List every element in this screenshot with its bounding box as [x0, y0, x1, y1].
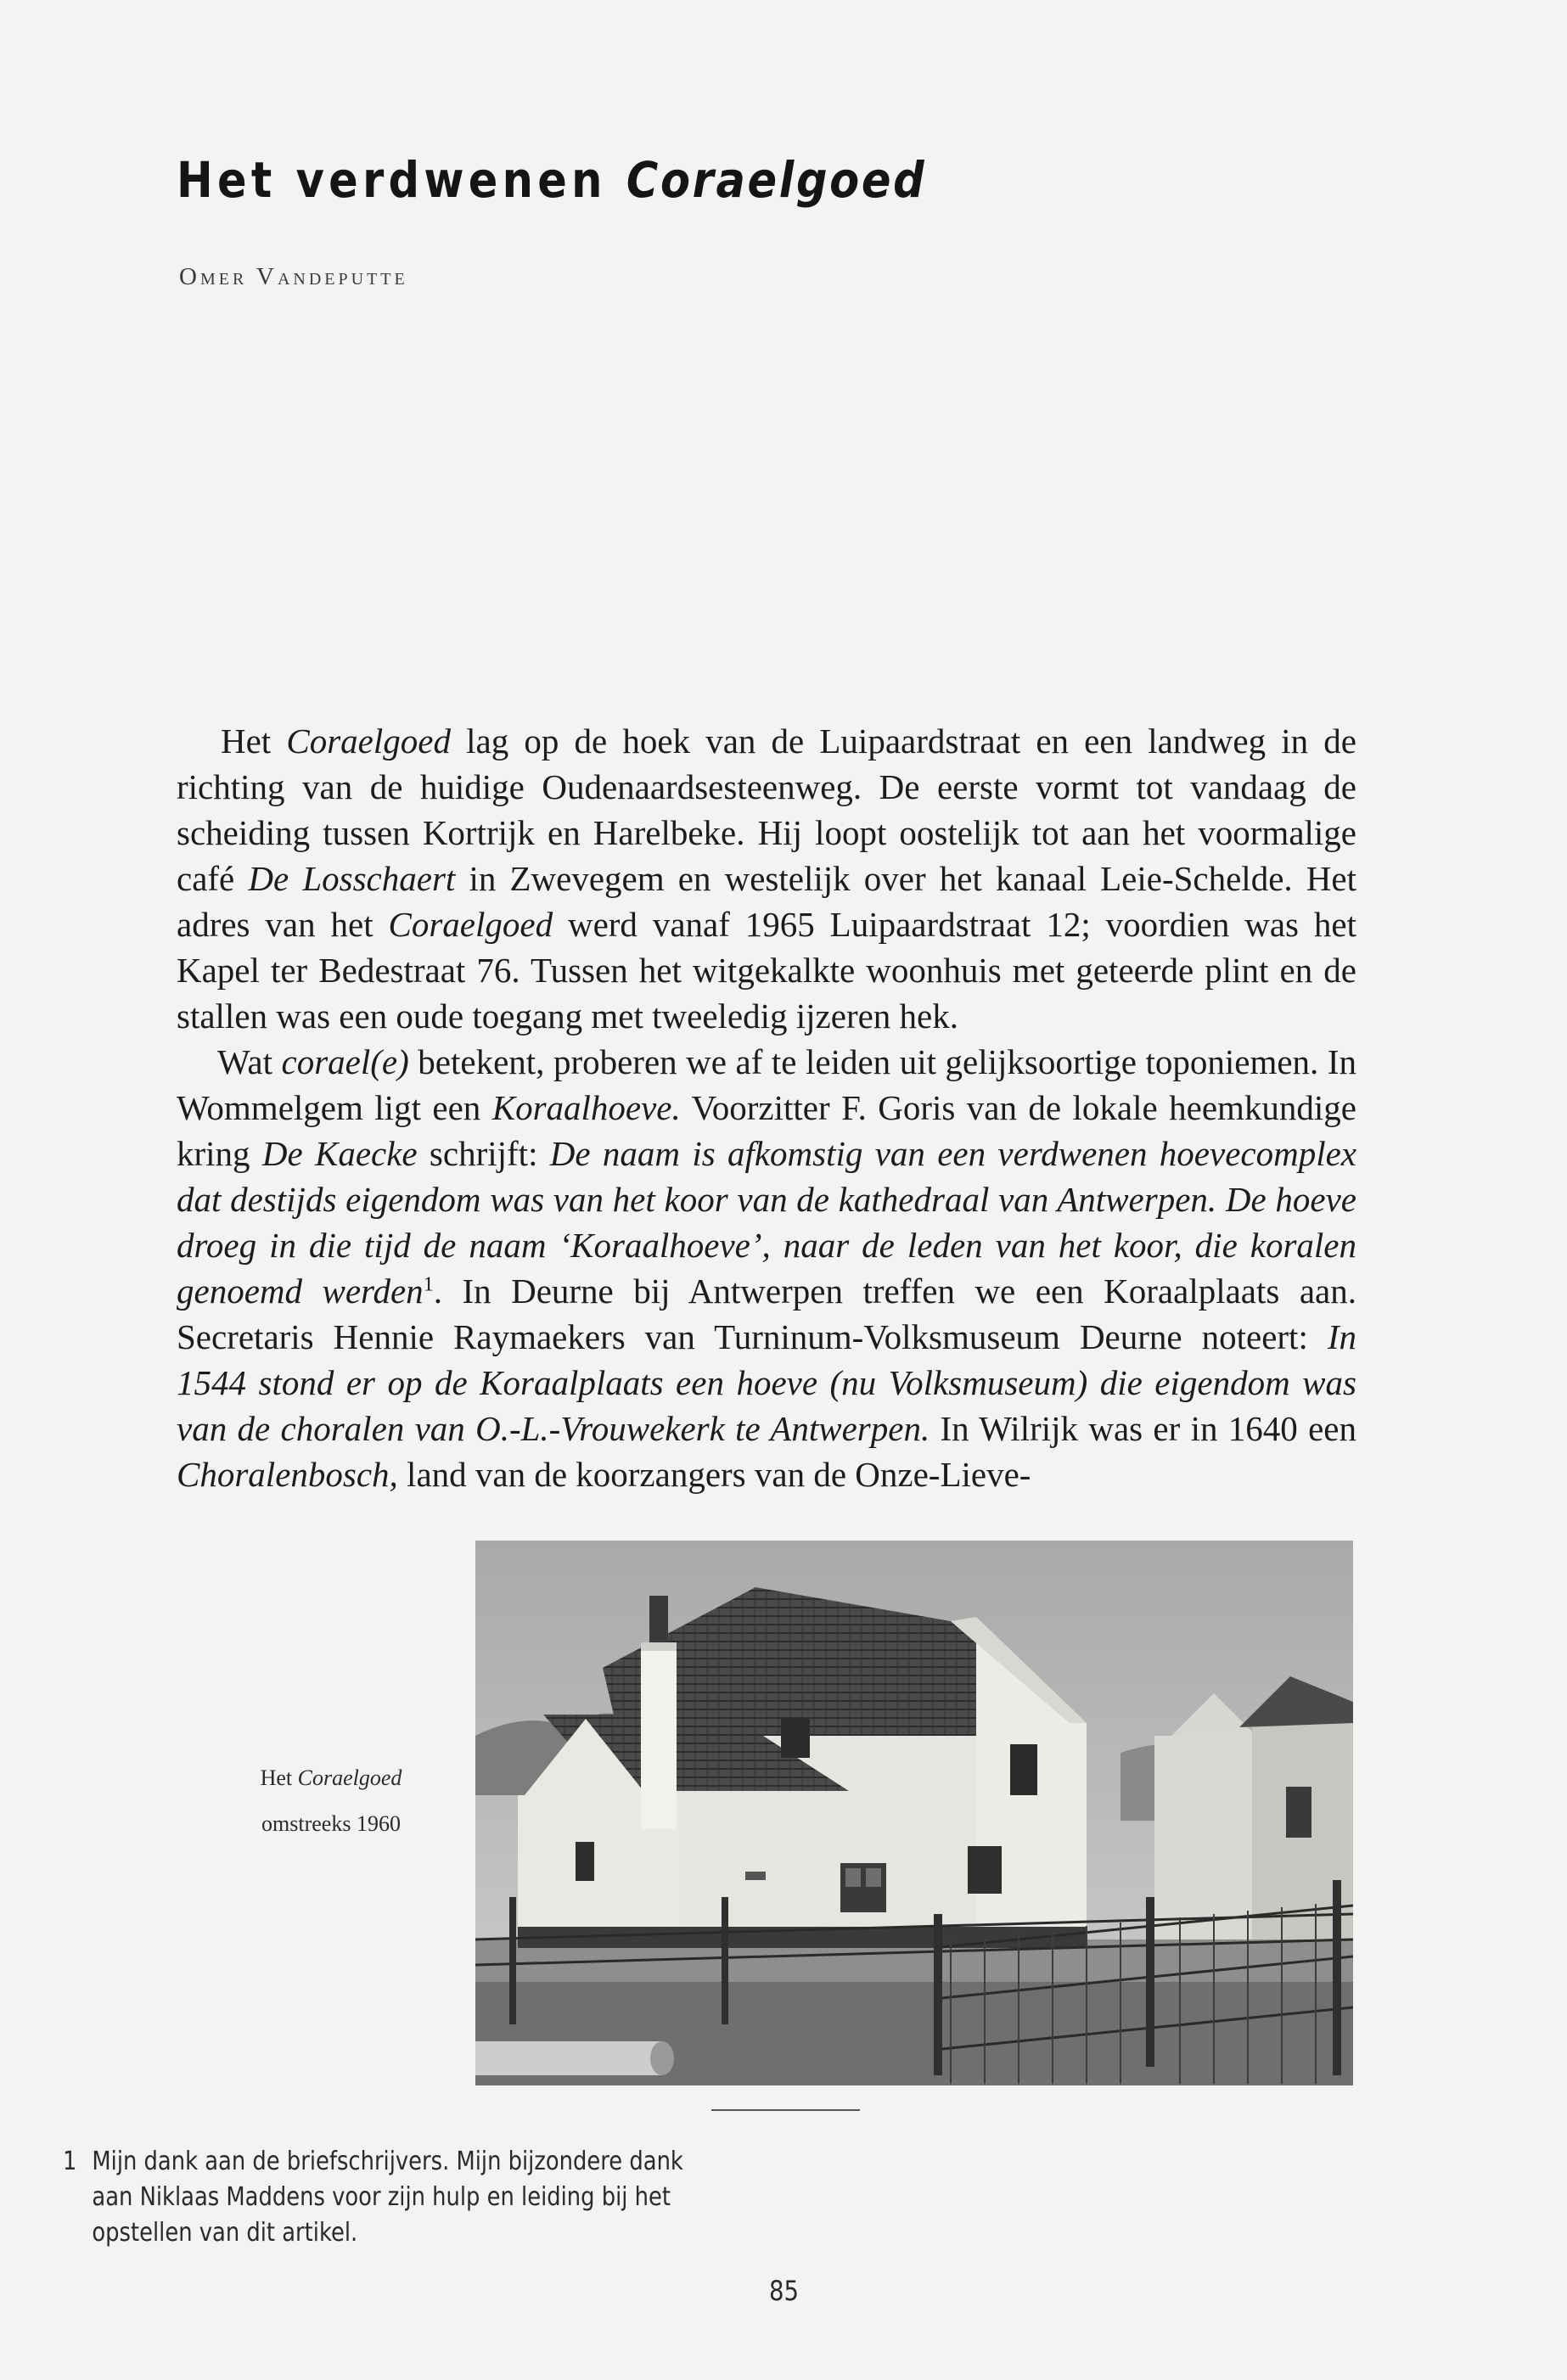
footnote-divider — [711, 2109, 860, 2111]
text-run: betekent, proberen we af te leiden uit gelijksoortige toponiemen. In Wommelgem ligt een — [177, 1042, 1356, 1127]
emphasis-run: Coraelgoed — [388, 905, 553, 944]
footnote-number: 1 — [63, 2147, 77, 2176]
footnote-text: Mijn dank aan de briefschrijvers. Mijn bijzondere dank aan Niklaas Maddens voor zijn hulp en leiding bij het opstellen van dit artikel. — [92, 2147, 683, 2248]
article-body — [177, 718, 1356, 1497]
emphasis-run: In 1544 stond er op de Koraalplaats een hoeve (nu Volksmuseum) die eigendom was van de choralen van O.-L.-Vrouwekerk te Antwerpen. — [177, 1317, 1356, 1448]
article-title-plain: Het verdwenen — [177, 151, 607, 209]
text-run: Wat — [217, 1042, 282, 1081]
emphasis-run: De Kaecke — [261, 1134, 418, 1173]
text-run: schrijft: — [417, 1134, 550, 1173]
caption-line-2: omstreeks 1960 — [261, 1811, 401, 1836]
emphasis-run: De Losschaert — [248, 859, 456, 898]
emphasis-run: De naam is afkomstig van een verdwenen hoevecomplex dat destijds eigendom was van het koor van de kathedraal van Antwerpen. De hoeve droeg in die tijd de naam ‘Koraalhoeve’, naar de leden van het koor, die koralen genoemd werden — [177, 1134, 1356, 1311]
body-paragraph-1 — [177, 718, 1356, 1039]
text-run: in Zwevegem en westelijk over het kanaal Leie-Schelde. Het adres van het — [177, 859, 1356, 944]
text-run: Voorzitter F. Goris van de lokale heemkundige kring — [177, 1088, 1356, 1173]
text-run: lag op de hoek van de Luipaardstraat en een landweg in de richting van de huidige Oudenaardsesteenweg. De eerste vormt tot vandaag de scheiding tussen Kortrijk en Harelbeke. Hij loopt oostelijk tot aan het voormalige café — [177, 721, 1356, 898]
farmhouse-photo — [475, 1541, 1353, 2085]
article-title-emphasis: Coraelgoed — [626, 151, 927, 209]
figure-caption — [229, 1755, 433, 1847]
text-run: Het — [221, 721, 287, 761]
emphasis-run: Choralenbosch, — [177, 1455, 398, 1494]
caption-line-1 — [229, 1755, 433, 1801]
emphasis-run: Koraalhoeve. — [491, 1088, 681, 1127]
emphasis-run: Coraelgoed — [286, 721, 451, 761]
caption-emphasis: Coraelgoed — [297, 1765, 402, 1790]
article-author: Omer Vandeputte — [179, 263, 408, 290]
page-number: 85 — [769, 2275, 800, 2307]
text-run: . In Deurne bij Antwerpen treffen we een Koraalplaats aan. Secretaris Hennie Raymaekers van Turninum-Volksmuseum Deurne noteert: — [177, 1271, 1356, 1356]
footnote — [63, 2144, 691, 2251]
text-run: werd vanaf 1965 Luipaardstraat 12; voordien was het Kapel ter Bedestraat 76. Tussen het witgekalkte woonhuis met geteerde plint en de stallen was een oude toegang met tweeledig ijzeren hek. — [177, 905, 1357, 1036]
article-title — [177, 151, 926, 209]
caption-prefix: Het — [260, 1765, 293, 1790]
body-paragraph-2 — [177, 1039, 1356, 1497]
emphasis-run: corael(e) — [281, 1042, 409, 1081]
text-run: land van de koorzangers van de Onze-Lieve- — [397, 1455, 1031, 1494]
footnote-ref: 1 — [423, 1273, 434, 1296]
farmhouse-photo-image — [475, 1541, 1353, 2085]
text-run: In Wilrijk was er in 1640 een — [930, 1409, 1356, 1448]
